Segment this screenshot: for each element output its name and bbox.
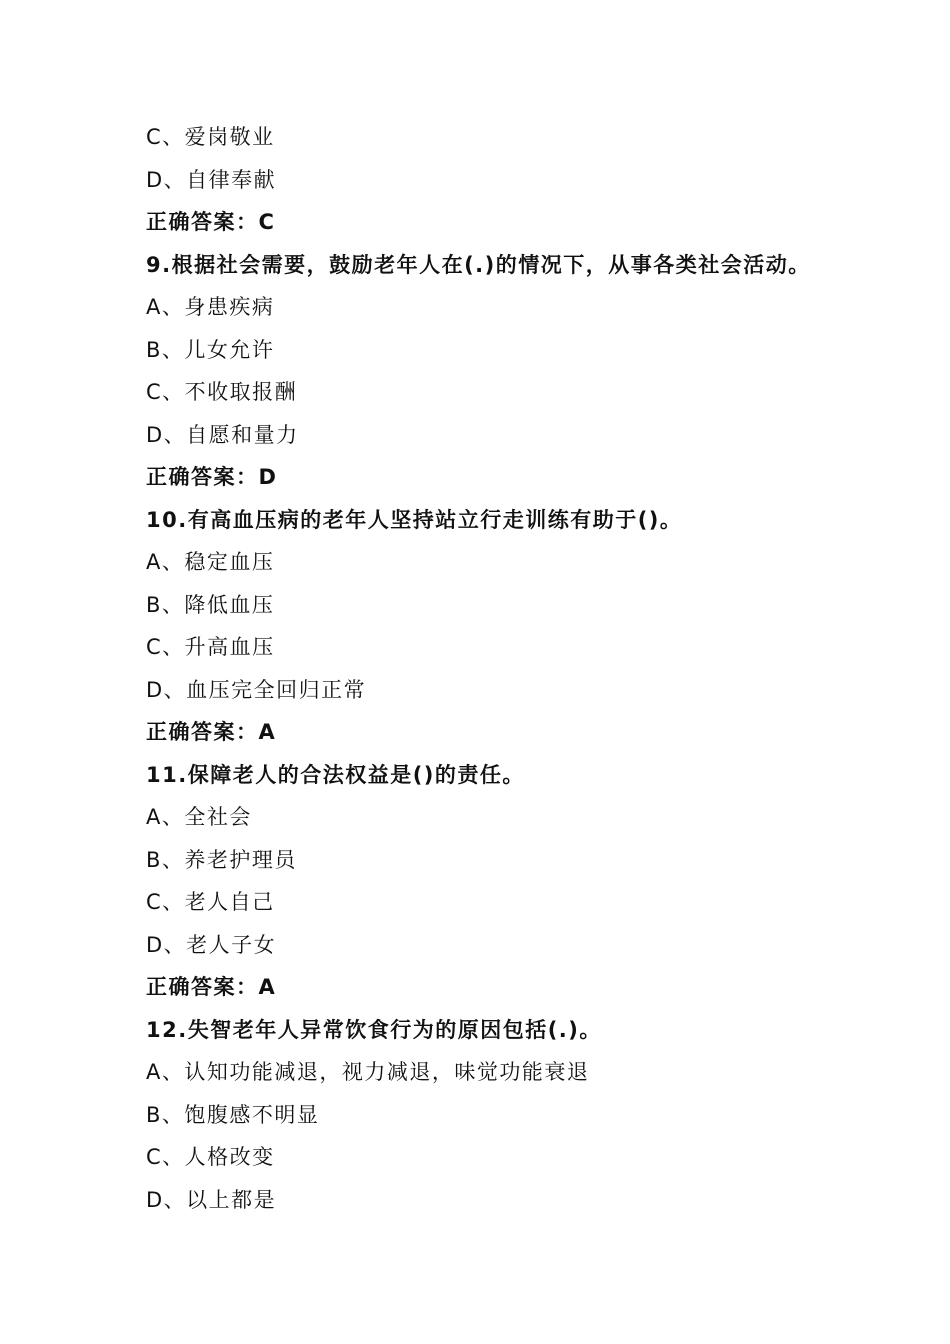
quiz-content [146, 116, 866, 1221]
option-text: A、身患疾病 [146, 295, 275, 319]
option-text: D、老人子女 [146, 932, 277, 957]
correct-answer-line: 正确答案：A [146, 720, 277, 744]
option-text: D、血压完全回归正常 [146, 677, 367, 702]
option-text: C、人格改变 [146, 1145, 275, 1169]
correct-answer-line: 正确答案：D [146, 465, 278, 489]
question-text: 9.根据社会需要，鼓励老年人在(.)的情况下，从事各类社会活动。 [146, 252, 811, 277]
option-text: B、养老护理员 [146, 847, 297, 872]
option-text: A、稳定血压 [146, 550, 275, 574]
correct-answer-line: 正确答案：C [146, 210, 276, 234]
option-text: D、以上都是 [146, 1187, 277, 1212]
option-text: D、自律奉献 [146, 167, 277, 192]
question-text: 11.保障老人的合法权益是()的责任。 [146, 762, 525, 787]
option-text: C、不收取报酬 [146, 380, 298, 404]
option-text: C、老人自己 [146, 890, 275, 914]
option-text: C、升高血压 [146, 635, 275, 659]
option-text: A、认知功能减退，视力减退，味觉功能衰退 [146, 1060, 590, 1084]
question-text: 10.有高血压病的老年人坚持站立行走训练有助于()。 [146, 507, 683, 532]
option-text: A、全社会 [146, 805, 252, 829]
option-text: B、降低血压 [146, 592, 275, 617]
option-text: B、饱腹感不明显 [146, 1102, 320, 1127]
correct-answer-line: 正确答案：A [146, 975, 277, 999]
option-text: D、自愿和量力 [146, 422, 299, 447]
option-text: C、爱岗敬业 [146, 125, 275, 149]
option-text: B、儿女允许 [146, 337, 275, 362]
question-text: 12.失智老年人异常饮食行为的原因包括(.)。 [146, 1017, 602, 1042]
